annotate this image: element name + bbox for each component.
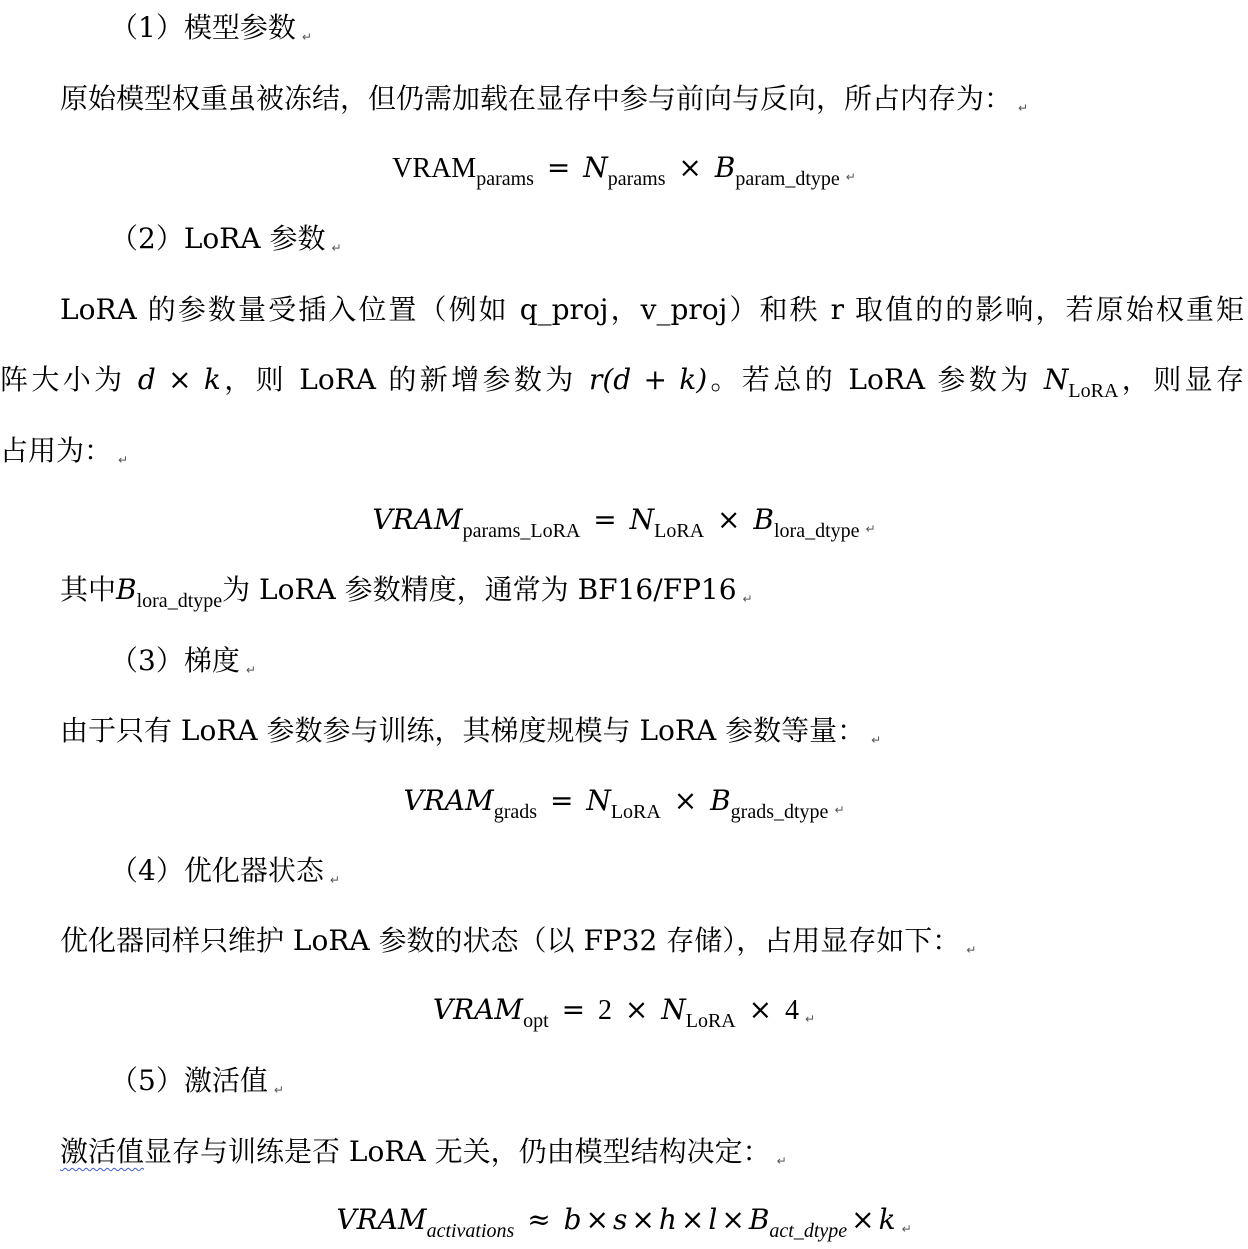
text-b: 为 LoRA 参数精度，通常为 BF16/FP16 bbox=[222, 573, 737, 606]
eq-term-n-sub: LoRA bbox=[654, 520, 705, 542]
paragraph-mark-icon: ↵ bbox=[273, 1083, 284, 1097]
paragraph-mark-icon: ↵ bbox=[301, 30, 312, 44]
eq-times: × bbox=[585, 1203, 610, 1236]
math-r-d-plus-k: r(d + k) bbox=[588, 363, 708, 396]
eq-term-b-sub: lora_dtype bbox=[774, 520, 860, 542]
eq-term-b-sub: param_dtype bbox=[735, 168, 840, 190]
eq-times: × bbox=[631, 1203, 655, 1236]
eq-var-B: B bbox=[748, 1203, 770, 1236]
paragraph-text: 由于只有 LoRA 参数参与训练，其梯度规模与 LoRA 参数等量： bbox=[60, 714, 866, 747]
equation-vram-params-lora bbox=[0, 500, 1248, 549]
math-b-lora-sub: lora_dtype bbox=[136, 590, 223, 612]
paragraph-mark-icon: ↵ bbox=[966, 943, 977, 957]
text-d: ，则显存 bbox=[1118, 363, 1244, 396]
spellcheck-underlined-text: 激活值 bbox=[60, 1135, 145, 1168]
text-a: 其中 bbox=[60, 573, 117, 606]
equation-vram-activations bbox=[0, 1200, 1248, 1249]
paragraph-mark-icon: ↵ bbox=[331, 241, 342, 255]
paragraph-mark-icon: ↵ bbox=[865, 522, 876, 536]
eq-times: × bbox=[624, 993, 649, 1026]
eq-equals: = bbox=[546, 151, 571, 184]
heading-text: （3）梯度 bbox=[110, 644, 240, 677]
paragraph-grads bbox=[60, 711, 881, 760]
heading-text: （5）激活值 bbox=[110, 1064, 268, 1097]
eq-const-2: 2 bbox=[597, 995, 612, 1026]
eq-var-B-sub: act_dtype bbox=[769, 1220, 848, 1242]
paragraph-text: 占用为： bbox=[0, 434, 113, 467]
section-heading-5 bbox=[110, 1061, 284, 1110]
equation-vram-params bbox=[0, 148, 1248, 197]
paragraph-text: 显存与训练是否 LoRA 无关，仍由模型结构决定： bbox=[144, 1135, 771, 1168]
eq-times: × bbox=[673, 784, 698, 817]
eq-lhs: VRAM bbox=[432, 993, 524, 1026]
eq-lhs-sub: grads bbox=[493, 801, 538, 823]
text-a: 阵大小为 bbox=[0, 363, 126, 396]
heading-text: （2）LoRA 参数 bbox=[110, 222, 326, 255]
paragraph-mark-icon: ↵ bbox=[329, 873, 340, 887]
math-b-lora: B bbox=[116, 573, 137, 606]
equation-vram-opt bbox=[0, 990, 1248, 1039]
eq-term-n: N bbox=[629, 503, 655, 536]
eq-var-k: k bbox=[878, 1203, 896, 1236]
eq-term-n-sub: params bbox=[607, 168, 666, 190]
equation-vram-grads bbox=[0, 781, 1248, 830]
paragraph-text: 优化器同样只维护 LoRA 参数的状态（以 FP32 存储），占用显存如下： bbox=[60, 924, 961, 957]
paragraph-mark-icon: ↵ bbox=[776, 1154, 787, 1168]
eq-term-n-sub: LoRA bbox=[685, 1010, 736, 1032]
eq-lhs: VRAM bbox=[392, 153, 477, 184]
eq-times: × bbox=[680, 1203, 705, 1236]
eq-term-b-sub: grads_dtype bbox=[730, 801, 829, 823]
eq-times: × bbox=[851, 1203, 875, 1236]
paragraph-mark-icon: ↵ bbox=[845, 170, 856, 184]
eq-times: × bbox=[748, 993, 773, 1026]
eq-term-n-sub: LoRA bbox=[610, 801, 661, 823]
eq-lhs-sub: opt bbox=[523, 1010, 549, 1032]
text-b: ，则 LoRA 的新增参数为 bbox=[220, 363, 577, 396]
paragraph-mark-icon: ↵ bbox=[901, 1222, 912, 1236]
math-n-lora-sub: LoRA bbox=[1068, 380, 1119, 402]
eq-times: × bbox=[721, 1203, 745, 1236]
heading-text: （1）模型参数 bbox=[110, 11, 296, 44]
eq-times: × bbox=[678, 151, 702, 184]
eq-lhs: VRAM bbox=[403, 784, 494, 817]
paragraph-mark-icon: ↵ bbox=[118, 453, 129, 467]
eq-lhs: VRAM bbox=[336, 1203, 427, 1236]
paragraph-mark-icon: ↵ bbox=[742, 592, 753, 606]
eq-lhs: VRAM bbox=[372, 503, 463, 536]
paragraph-mark-icon: ↵ bbox=[1018, 101, 1029, 115]
eq-term-n: N bbox=[586, 784, 611, 817]
eq-const-4: 4 bbox=[785, 995, 800, 1026]
eq-term-b: B bbox=[714, 151, 736, 184]
section-heading-4 bbox=[110, 851, 340, 900]
paragraph-model-params bbox=[60, 79, 1028, 128]
eq-equals: = bbox=[549, 784, 574, 817]
paragraph-lora-note bbox=[60, 570, 753, 619]
section-heading-1 bbox=[110, 8, 312, 57]
eq-equals: = bbox=[593, 503, 617, 536]
paragraph-mark-icon: ↵ bbox=[871, 733, 882, 747]
eq-term-n: N bbox=[661, 993, 686, 1026]
paragraph-text: 原始模型权重虽被冻结，但仍需加载在显存中参与前向与反向，所占内存为： bbox=[60, 82, 1013, 115]
eq-lhs-sub: activations bbox=[426, 1220, 515, 1242]
paragraph-lora-line2 bbox=[0, 360, 1244, 400]
eq-var-l: l bbox=[708, 1203, 718, 1236]
eq-var-h: h bbox=[658, 1203, 677, 1236]
paragraph-mark-icon: ↵ bbox=[805, 1012, 816, 1026]
section-heading-2 bbox=[110, 219, 342, 268]
eq-term-b: B bbox=[753, 503, 774, 536]
eq-times: × bbox=[717, 503, 741, 536]
paragraph-mark-icon: ↵ bbox=[834, 803, 845, 817]
eq-var-s: s bbox=[613, 1203, 628, 1236]
paragraph-text: LoRA 的参数量受插入位置（例如 q_proj，v_proj）和秩 r 取值的的影响，若原始权重矩 bbox=[60, 293, 1244, 326]
math-d-times-k: d × k bbox=[137, 363, 221, 396]
paragraph-lora-line3 bbox=[0, 431, 128, 480]
eq-term-b: B bbox=[710, 784, 731, 817]
section-heading-3 bbox=[110, 641, 256, 690]
eq-var-b: b bbox=[563, 1203, 582, 1236]
paragraph-optimizer bbox=[60, 921, 976, 970]
heading-text: （4）优化器状态 bbox=[110, 854, 324, 887]
text-c: 。若总的 LoRA 参数为 bbox=[707, 363, 1032, 396]
eq-term-n: N bbox=[583, 151, 608, 184]
math-n-lora: N bbox=[1043, 363, 1069, 396]
eq-lhs-sub: params_LoRA bbox=[462, 520, 581, 542]
paragraph-activations bbox=[60, 1132, 787, 1181]
eq-equals: = bbox=[561, 993, 586, 1026]
paragraph-mark-icon: ↵ bbox=[245, 663, 256, 677]
paragraph-lora-line1 bbox=[60, 290, 1244, 330]
eq-lhs-sub: params bbox=[476, 168, 534, 190]
eq-approx: ≈ bbox=[527, 1203, 551, 1236]
